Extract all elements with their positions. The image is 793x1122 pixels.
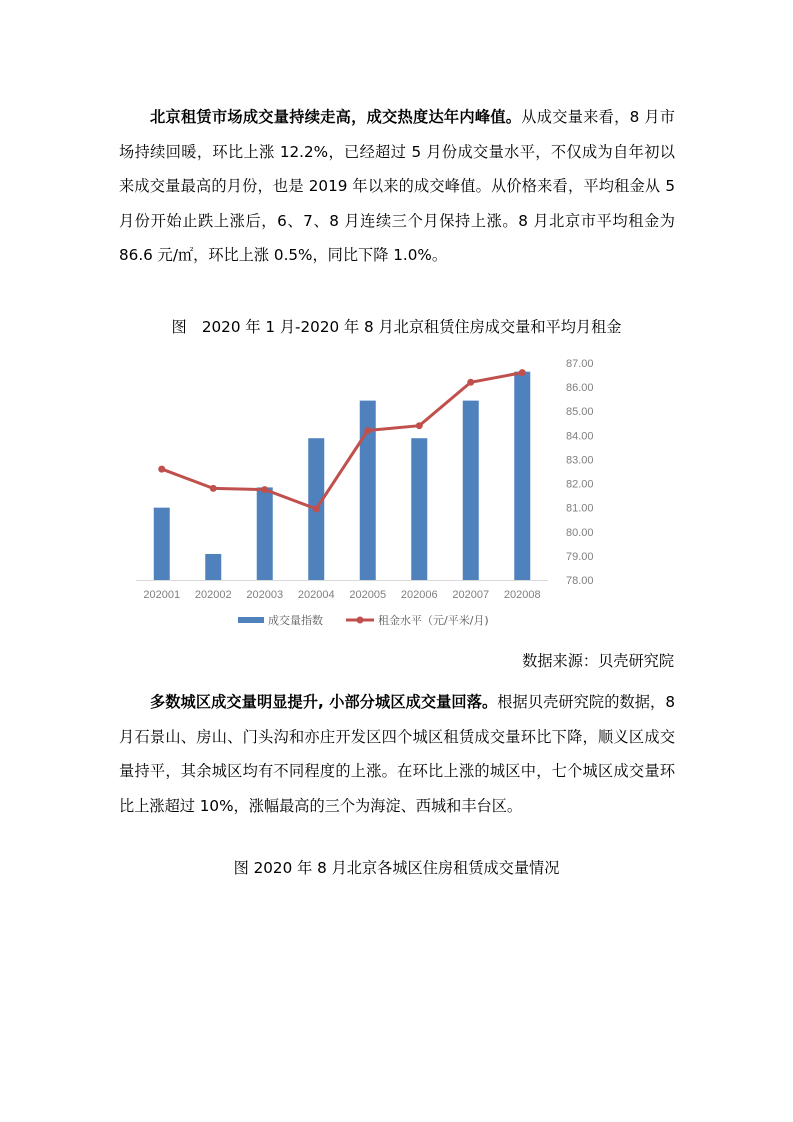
x-tick-label: 202006 [400, 589, 438, 601]
rent-point-202005 [364, 427, 371, 434]
paragraph-lead: 北京租赁市场成交量持续走高，成交热度达年内峰值。 [150, 108, 522, 126]
y-tick-label: 84.00 [566, 430, 594, 443]
y-tick-label: 86.00 [566, 382, 594, 395]
x-tick-label: 202001 [143, 589, 181, 601]
rent-point-202002 [210, 485, 217, 492]
figure-caption-rent-chart: 图 2020 年 1 月-2020 年 8 月北京租赁住房成交量和平均月租金 [171, 318, 622, 336]
y-tick-label: 78.00 [566, 575, 594, 587]
x-tick-label: 202005 [349, 589, 387, 601]
x-tick-label: 202003 [246, 589, 284, 601]
y-tick-label: 81.00 [566, 502, 594, 515]
x-tick-label: 202008 [503, 589, 541, 601]
paragraph-body: 从成交量来看，8 月市场持续回暖，环比上涨 12.2%，已经超过 5 月份成交量水平，不仅成为自年初以来成交量最高的月份，也是 2019 年以来的成交峰值。从价格来看，平均租金从 5 月份开始止跌上涨后，6、7、8 月连续三个月保持上涨。8 月北京市平均租金为 86.6 元/㎡，环比上涨 0.5%，同比下降 1.0%。 [119, 108, 675, 264]
rent-point-202007 [467, 379, 474, 386]
figure-caption-district-chart: 图 2020 年 8 月北京各城区住房租赁成交量情况 [233, 859, 560, 877]
rent-point-202003 [261, 486, 268, 493]
bar-202003 [257, 487, 273, 580]
y-tick-label: 80.00 [566, 526, 594, 539]
rent-volume-chart [128, 345, 594, 635]
paragraph-district-volume [119, 685, 675, 823]
rent-point-202008 [519, 369, 526, 376]
x-tick-label: 202007 [452, 589, 490, 601]
paragraph-lead: 多数城区成交量明显提升, 小部分城区成交量回落。 [150, 693, 498, 711]
bar-202001 [154, 508, 170, 580]
legend-bar-label: 成交量指数 [268, 614, 323, 627]
legend-line-marker [357, 617, 364, 624]
y-tick-label: 83.00 [566, 454, 594, 467]
rent-point-202004 [313, 505, 320, 512]
y-tick-label: 85.00 [566, 406, 594, 419]
x-tick-label: 202002 [194, 589, 232, 601]
paragraph-body: 根据贝壳研究院的数据，8 月石景山、房山、门头沟和亦庄开发区四个城区租赁成交量环比下降，顺义区成交量持平，其余城区均有不同程度的上涨。在环比上涨的城区中，七个城区成交量环比上涨超过 10%，涨幅最高的三个为海淀、西城和丰台区。 [119, 693, 675, 815]
paragraph-rent-volume [119, 100, 675, 273]
y-tick-label: 82.00 [566, 478, 594, 491]
y-tick-label: 79.00 [566, 550, 594, 563]
y-tick-label: 87.00 [566, 358, 594, 370]
legend-line-label: 租金水平（元/平米/月) [378, 614, 489, 627]
legend-bar-swatch [238, 617, 264, 623]
data-source: 数据来源：贝壳研究院 [522, 652, 674, 670]
rent-point-202006 [416, 422, 423, 429]
bar-202007 [463, 401, 479, 580]
bar-202008 [514, 372, 530, 580]
bar-202002 [205, 554, 221, 580]
rent-point-202001 [158, 466, 165, 473]
bar-202006 [411, 438, 427, 580]
x-tick-label: 202004 [297, 589, 335, 601]
